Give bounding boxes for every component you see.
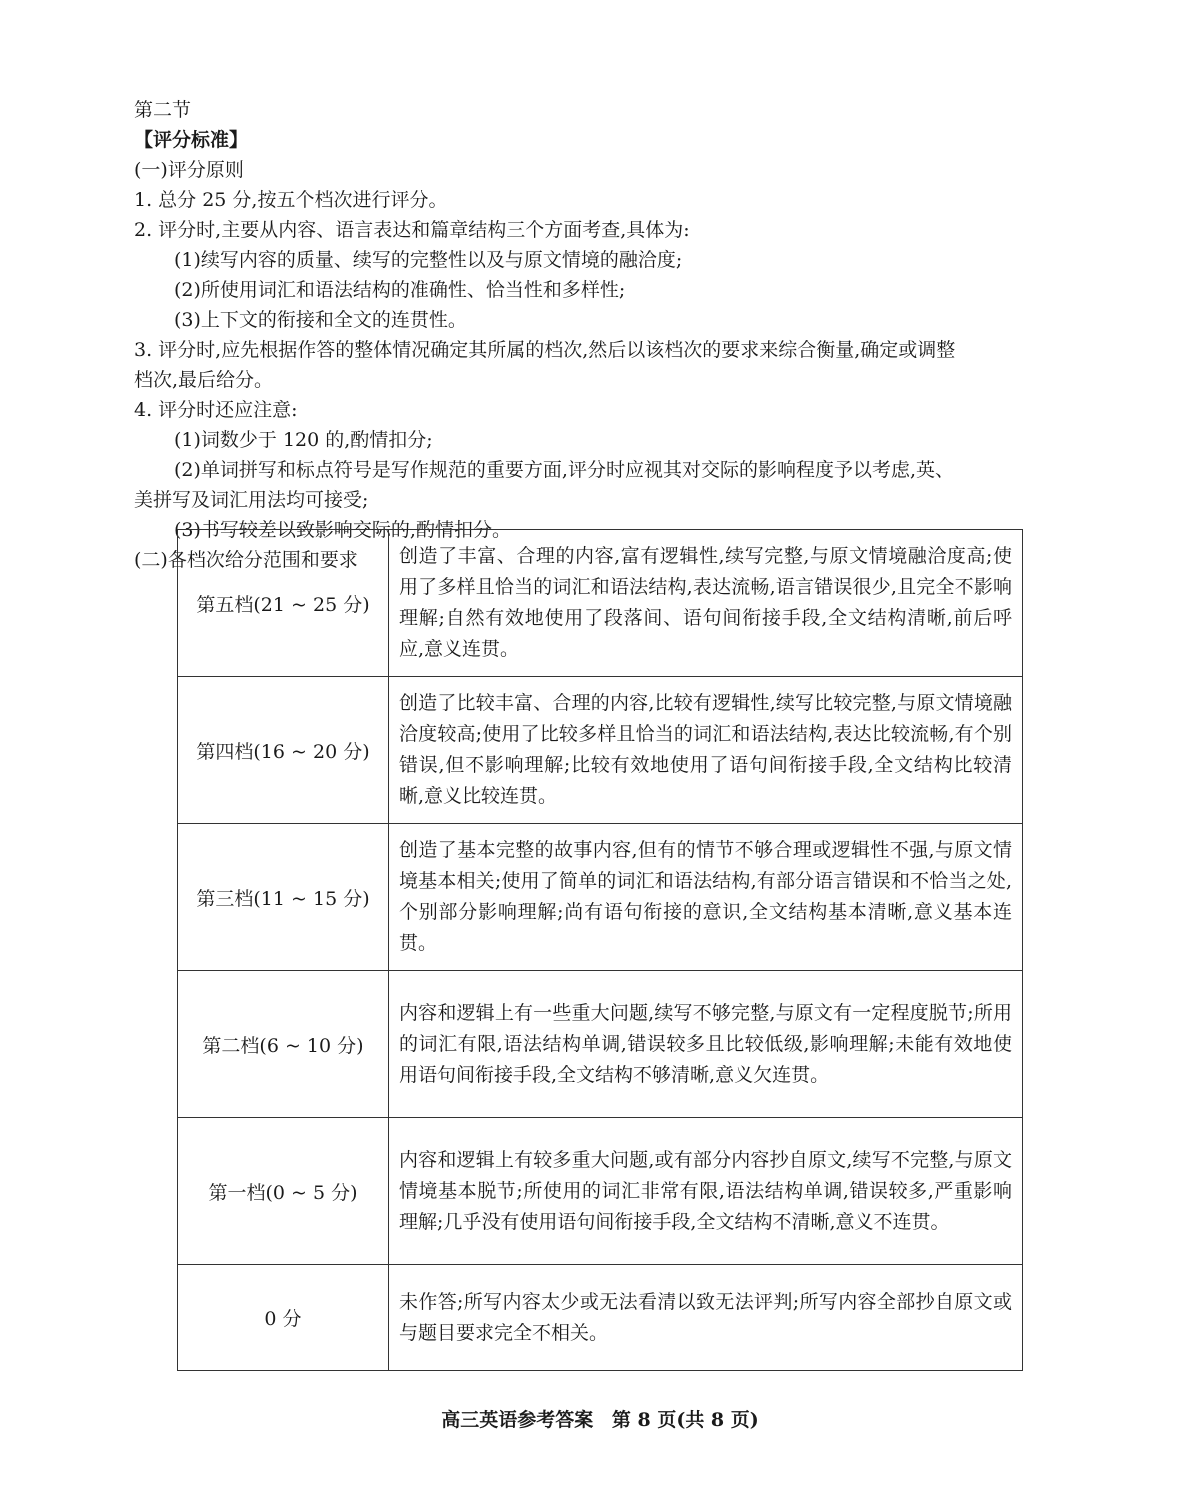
description-cell: 创造了基本完整的故事内容,但有的情节不够合理或逻辑性不强,与原文情境基本相关;使用了简单的词汇和语法结构,有部分语言错误和不恰当之处,个别部分影响理解;尚有语句衔接的意识,全文结构基本清晰,意义基本连贯。: [389, 824, 1023, 971]
levels-title: (二)各档次给分范围和要求: [134, 549, 358, 571]
table-row: [178, 530, 1023, 677]
section-title: 第二节: [134, 99, 192, 121]
table-row: [178, 1118, 1023, 1265]
level-cell: 0 分: [178, 1265, 389, 1371]
principle-item-4: 4. 评分时还应注意:: [134, 399, 298, 421]
level-cell: 第四档(16 ~ 20 分): [178, 677, 389, 824]
footer-page-info: 第 8 页(共 8 页): [611, 1409, 759, 1431]
principle-item-4-sub: (1)词数少于 120 的,酌情扣分;: [174, 429, 433, 451]
level-cell: 第二档(6 ~ 10 分): [178, 971, 389, 1118]
level-cell: 第五档(21 ~ 25 分): [178, 530, 389, 677]
description-cell: 内容和逻辑上有较多重大问题,或有部分内容抄自原文,续写不完整,与原文情境基本脱节;所使用的词汇非常有限,语法结构单调,错误较多,严重影响理解;几乎没有使用语句间衔接手段,全文结构不清晰,意义不连贯。: [389, 1118, 1023, 1265]
section-heading: 【评分标准】: [134, 129, 249, 151]
principles-title: (一)评分原则: [134, 159, 244, 181]
table-row: [178, 824, 1023, 971]
principle-item-3-line2: 档次,最后给分。: [134, 369, 274, 391]
grading-table: [177, 529, 1023, 1371]
description-cell: 内容和逻辑上有一些重大问题,续写不够完整,与原文有一定程度脱节;所用的词汇有限,语法结构单调,错误较多且比较低级,影响理解;未能有效地使用语句间衔接手段,全文结构不够清晰,意义欠连贯。: [389, 971, 1023, 1118]
page-footer: [0, 1405, 1200, 1432]
scoring-section: [134, 95, 1054, 575]
level-cell: 第三档(11 ~ 15 分): [178, 824, 389, 971]
principle-item-3-line1: 3. 评分时,应先根据作答的整体情况确定其所属的档次,然后以该档次的要求来综合衡量,确定或调整: [134, 339, 956, 361]
table-row: [178, 1265, 1023, 1371]
principle-item-2: 2. 评分时,主要从内容、语言表达和篇章结构三个方面考查,具体为:: [134, 219, 690, 241]
principle-item-2-sub: (2)所使用词汇和语法结构的准确性、恰当性和多样性;: [174, 279, 626, 301]
description-cell: 创造了丰富、合理的内容,富有逻辑性,续写完整,与原文情境融洽度高;使用了多样且恰当的词汇和语法结构,表达流畅,语言错误很少,且完全不影响理解;自然有效地使用了段落间、语句间衔接手段,全文结构清晰,前后呼应,意义连贯。: [389, 530, 1023, 677]
footer-doc-title: 高三英语参考答案: [441, 1409, 594, 1431]
description-cell: 创造了比较丰富、合理的内容,比较有逻辑性,续写比较完整,与原文情境融洽度较高;使用了比较多样且恰当的词汇和语法结构,表达比较流畅,有个别错误,但不影响理解;比较有效地使用了语句间衔接手段,全文结构比较清晰,意义比较连贯。: [389, 677, 1023, 824]
principle-item-4-sub: (3)书写较差以致影响交际的,酌情扣分。: [174, 519, 511, 541]
table-row: [178, 971, 1023, 1118]
principle-item-2-sub: (1)续写内容的质量、续写的完整性以及与原文情境的融洽度;: [174, 249, 683, 271]
principle-item-4-sub: (2)单词拼写和标点符号是写作规范的重要方面,评分时应视其对交际的影响程度予以考虑,英、: [174, 459, 954, 481]
description-cell: 未作答;所写内容太少或无法看清以致无法评判;所写内容全部抄自原文或与题目要求完全不相关。: [389, 1265, 1023, 1371]
principle-item-1: 1. 总分 25 分,按五个档次进行评分。: [134, 189, 448, 211]
principle-item-2-sub: (3)上下文的衔接和全文的连贯性。: [174, 309, 467, 331]
principle-item-4-sub-cont: 美拼写及词汇用法均可接受;: [134, 489, 369, 511]
table-row: [178, 677, 1023, 824]
level-cell: 第一档(0 ~ 5 分): [178, 1118, 389, 1265]
